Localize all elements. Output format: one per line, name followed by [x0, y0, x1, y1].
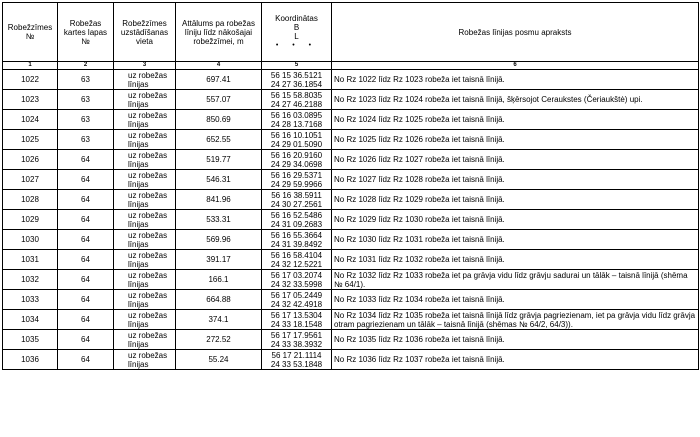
map-sheet-cell: 64	[58, 330, 114, 350]
coordinates-cell	[262, 210, 332, 230]
location-line-1: uz robežas	[128, 150, 168, 160]
location-line-1: uz robežas	[128, 270, 168, 280]
coordinate-b: 56 17 03.2074	[270, 270, 323, 280]
distance-cell: 374.1	[176, 310, 262, 330]
description-cell: No Rz 1030 līdz Rz 1031 robeža iet taisnā līnijā.	[332, 230, 699, 250]
coordinate-l: 24 31 39.8492	[270, 239, 323, 249]
coordinate-b: 56 17 21.1114	[271, 350, 322, 360]
coordinate-b: 56 16 03.0895	[270, 110, 323, 120]
coordinate-b: 56 16 10.1051	[270, 130, 323, 140]
distance-cell: 55.24	[176, 350, 262, 370]
coordinate-l: 24 28 13.7168	[270, 119, 323, 129]
marker-number-cell: 1026	[3, 150, 58, 170]
coordinates-cell	[262, 190, 332, 210]
location-line-1: uz robežas	[128, 70, 168, 80]
column-number-row	[3, 62, 699, 70]
coordinate-l: 24 29 01.5090	[270, 139, 323, 149]
map-sheet-cell: 64	[58, 310, 114, 330]
location-line-2: līnijas	[128, 139, 149, 149]
location-line-2: līnijas	[128, 219, 149, 229]
map-sheet-cell: 64	[58, 350, 114, 370]
table-row	[3, 130, 699, 150]
boundary-markers-table	[2, 2, 699, 370]
map-sheet-cell: 64	[58, 150, 114, 170]
install-location-cell	[114, 90, 176, 110]
location-line-2: līnijas	[128, 199, 149, 209]
column-number: 4	[176, 62, 262, 70]
header-marker-number: Robežzīmes №	[3, 3, 58, 62]
description-cell: No Rz 1031 līdz Rz 1032 robeža iet taisnā līnijā.	[332, 250, 699, 270]
map-sheet-cell: 64	[58, 230, 114, 250]
coordinate-b: 56 16 20.9160	[270, 150, 323, 160]
header-coordinates	[262, 3, 332, 62]
distance-cell: 519.77	[176, 150, 262, 170]
location-line-2: līnijas	[128, 299, 149, 309]
coordinate-b: 56 16 38.5911	[271, 190, 322, 200]
coordinate-b: 56 16 55.3664	[270, 230, 323, 240]
location-line-1: uz robežas	[128, 330, 168, 340]
coordinates-cell	[262, 270, 332, 290]
coordinate-b: 56 15 58.8035	[270, 90, 323, 100]
marker-number-cell: 1033	[3, 290, 58, 310]
table-row	[3, 310, 699, 330]
coordinate-b: 56 17 05.2449	[270, 290, 323, 300]
location-line-1: uz robežas	[128, 310, 168, 320]
location-line-2: līnijas	[128, 79, 149, 89]
table-row	[3, 290, 699, 310]
distance-cell: 850.69	[176, 110, 262, 130]
header-coordinates-dots: • • •	[275, 42, 318, 49]
install-location-cell	[114, 350, 176, 370]
marker-number-cell: 1024	[3, 110, 58, 130]
location-line-2: līnijas	[128, 339, 149, 349]
table-row	[3, 210, 699, 230]
coordinate-l: 24 31 09.2683	[270, 219, 323, 229]
table-row	[3, 230, 699, 250]
install-location-cell	[114, 110, 176, 130]
map-sheet-cell: 64	[58, 290, 114, 310]
description-cell: No Rz 1022 līdz Rz 1023 robeža iet taisnā līnijā.	[332, 70, 699, 90]
distance-cell: 391.17	[176, 250, 262, 270]
header-row	[3, 3, 699, 62]
coordinate-l: 24 32 12.5221	[270, 259, 323, 269]
install-location-cell	[114, 170, 176, 190]
column-number: 5	[262, 62, 332, 70]
location-line-1: uz robežas	[128, 170, 168, 180]
distance-cell: 272.52	[176, 330, 262, 350]
coordinate-b: 56 17 17.9561	[270, 330, 323, 340]
coordinate-l: 24 27 46.2188	[270, 99, 323, 109]
table-row	[3, 110, 699, 130]
coordinate-l: 24 29 59.9966	[270, 179, 323, 189]
coordinate-l: 24 29 34.0698	[270, 159, 323, 169]
description-cell: No Rz 1033 līdz Rz 1034 robeža iet taisnā līnijā.	[332, 290, 699, 310]
location-line-2: līnijas	[128, 319, 149, 329]
coordinates-cell	[262, 330, 332, 350]
coordinates-cell	[262, 310, 332, 330]
description-cell: No Rz 1035 līdz Rz 1036 robeža iet taisnā līnijā.	[332, 330, 699, 350]
coordinate-b: 56 16 29.5371	[270, 170, 323, 180]
table-row	[3, 350, 699, 370]
distance-cell: 569.96	[176, 230, 262, 250]
coordinate-l: 24 33 53.1848	[270, 359, 323, 369]
distance-cell: 697.41	[176, 70, 262, 90]
location-line-1: uz robežas	[128, 90, 168, 100]
map-sheet-cell: 64	[58, 170, 114, 190]
coordinates-cell	[262, 170, 332, 190]
coordinate-b: 56 15 36.5121	[270, 70, 323, 80]
distance-cell: 664.88	[176, 290, 262, 310]
map-sheet-cell: 64	[58, 190, 114, 210]
header-distance: Attālums pa robežas līniju līdz nākošajai robežzīmei, m	[176, 3, 262, 62]
distance-cell: 557.07	[176, 90, 262, 110]
install-location-cell	[114, 150, 176, 170]
location-line-1: uz robežas	[128, 190, 168, 200]
location-line-2: līnijas	[128, 159, 149, 169]
location-line-1: uz robežas	[128, 210, 168, 220]
coordinate-l: 24 33 18.1548	[270, 319, 323, 329]
map-sheet-cell: 63	[58, 90, 114, 110]
table-row	[3, 270, 699, 290]
distance-cell: 652.55	[176, 130, 262, 150]
location-line-1: uz robežas	[128, 110, 168, 120]
marker-number-cell: 1035	[3, 330, 58, 350]
header-map-sheet: Robežas kartes lapas №	[58, 3, 114, 62]
coordinates-cell	[262, 70, 332, 90]
location-line-2: līnijas	[128, 239, 149, 249]
marker-number-cell: 1029	[3, 210, 58, 230]
header-install-location: Robežzīmes uzstādīšanas vieta	[114, 3, 176, 62]
install-location-cell	[114, 230, 176, 250]
coordinates-cell	[262, 150, 332, 170]
table-row	[3, 90, 699, 110]
boundary-table-document	[2, 2, 698, 370]
coordinate-b: 56 16 58.4104	[270, 250, 323, 260]
marker-number-cell: 1032	[3, 270, 58, 290]
coordinates-cell	[262, 230, 332, 250]
install-location-cell	[114, 270, 176, 290]
table-row	[3, 70, 699, 90]
map-sheet-cell: 64	[58, 270, 114, 290]
coordinate-b: 56 17 13.5304	[270, 310, 323, 320]
marker-number-cell: 1025	[3, 130, 58, 150]
column-number: 2	[58, 62, 114, 70]
coordinate-l: 24 27 36.1854	[270, 79, 323, 89]
marker-number-cell: 1036	[3, 350, 58, 370]
location-line-1: uz robežas	[128, 230, 168, 240]
marker-number-cell: 1027	[3, 170, 58, 190]
description-cell: No Rz 1032 līdz Rz 1033 robeža iet pa grāvja vidu līdz grāvju sadurai un tālāk – taisnā līnijā (shēma № 64/1).	[332, 270, 699, 290]
location-line-2: līnijas	[128, 119, 149, 129]
description-cell: No Rz 1036 līdz Rz 1037 robeža iet taisnā līnijā.	[332, 350, 699, 370]
location-line-2: līnijas	[128, 99, 149, 109]
header-coordinates-l: L	[294, 32, 299, 41]
marker-number-cell: 1028	[3, 190, 58, 210]
location-line-2: līnijas	[128, 279, 149, 289]
coordinates-cell	[262, 290, 332, 310]
distance-cell: 166.1	[176, 270, 262, 290]
coordinates-cell	[262, 130, 332, 150]
map-sheet-cell: 63	[58, 70, 114, 90]
header-coordinates-b: B	[293, 23, 300, 32]
table-row	[3, 190, 699, 210]
location-line-1: uz robežas	[128, 290, 168, 300]
distance-cell: 546.31	[176, 170, 262, 190]
coordinates-cell	[262, 350, 332, 370]
map-sheet-cell: 64	[58, 210, 114, 230]
marker-number-cell: 1034	[3, 310, 58, 330]
location-line-1: uz robežas	[128, 350, 168, 360]
map-sheet-cell: 63	[58, 110, 114, 130]
marker-number-cell: 1030	[3, 230, 58, 250]
install-location-cell	[114, 190, 176, 210]
header-coordinates-title: Koordinātas	[275, 14, 318, 23]
map-sheet-cell: 64	[58, 250, 114, 270]
install-location-cell	[114, 310, 176, 330]
location-line-2: līnijas	[128, 359, 149, 369]
install-location-cell	[114, 250, 176, 270]
marker-number-cell: 1022	[3, 70, 58, 90]
coordinate-b: 56 16 52.5486	[270, 210, 323, 220]
location-line-1: uz robežas	[128, 130, 168, 140]
map-sheet-cell: 63	[58, 130, 114, 150]
location-line-2: līnijas	[128, 179, 149, 189]
table-row	[3, 150, 699, 170]
install-location-cell	[114, 330, 176, 350]
description-cell: No Rz 1023 līdz Rz 1024 robeža iet taisnā līnijā, šķērsojot Ceraukstes (Čeriaukštė) upi.	[332, 90, 699, 110]
description-cell: No Rz 1024 līdz Rz 1025 robeža iet taisnā līnijā.	[332, 110, 699, 130]
coordinates-cell	[262, 250, 332, 270]
column-number: 3	[114, 62, 176, 70]
coordinates-cell	[262, 110, 332, 130]
install-location-cell	[114, 210, 176, 230]
table-row	[3, 250, 699, 270]
description-cell: No Rz 1025 līdz Rz 1026 robeža iet taisnā līnijā.	[332, 130, 699, 150]
distance-cell: 533.31	[176, 210, 262, 230]
coordinate-l: 24 30 27.2561	[270, 199, 323, 209]
description-cell: No Rz 1034 līdz Rz 1035 robeža iet taisnā līnijā līdz grāvja pagriezienam, iet pa grāvja vidu līdz grāvja otram pagriezienam un tālāk – taisnā līnijā (shēmas № 64/2, 64/3)).	[332, 310, 699, 330]
marker-number-cell: 1023	[3, 90, 58, 110]
location-line-1: uz robežas	[128, 250, 168, 260]
table-row	[3, 170, 699, 190]
coordinate-l: 24 33 38.3932	[270, 339, 323, 349]
description-cell: No Rz 1026 līdz Rz 1027 robeža iet taisnā līnijā.	[332, 150, 699, 170]
coordinates-cell	[262, 90, 332, 110]
install-location-cell	[114, 70, 176, 90]
coordinate-l: 24 32 33.5998	[270, 279, 323, 289]
install-location-cell	[114, 290, 176, 310]
description-cell: No Rz 1027 līdz Rz 1028 robeža iet taisnā līnijā.	[332, 170, 699, 190]
description-cell: No Rz 1028 līdz Rz 1029 robeža iet taisnā līnijā.	[332, 190, 699, 210]
marker-number-cell: 1031	[3, 250, 58, 270]
header-description: Robežas līnijas posmu apraksts	[332, 3, 699, 62]
location-line-2: līnijas	[128, 259, 149, 269]
column-number: 1	[3, 62, 58, 70]
install-location-cell	[114, 130, 176, 150]
description-cell: No Rz 1029 līdz Rz 1030 robeža iet taisnā līnijā.	[332, 210, 699, 230]
column-number: 6	[332, 62, 699, 70]
distance-cell: 841.96	[176, 190, 262, 210]
coordinate-l: 24 32 42.4918	[270, 299, 323, 309]
table-row	[3, 330, 699, 350]
table-body	[3, 70, 699, 370]
